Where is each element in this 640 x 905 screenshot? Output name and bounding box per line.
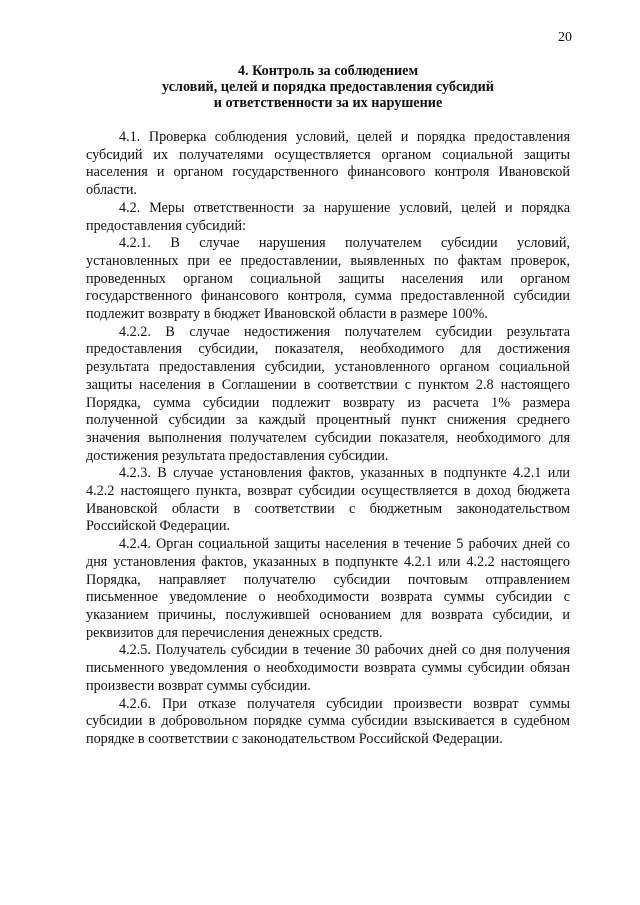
paragraph-4-2-2: 4.2.2. В случае недостижения получателем субсидии результата предоставления субсидии, показателя, необходимого для достижения результата предоставления субсидии, установленного органом социальной защиты населения в Соглашении в соответствии с пунктом 2.8 настоящего Порядка, сумма субсидии подлежит возврату из расчета 1% размера полученной субсидии за каждый процентный пункт снижения среднего значения выполнения получателем субсидии показателя, необходимого для достижения результата предоставления субсидии. <box>86 323 570 464</box>
page-number: 20 <box>558 30 572 45</box>
heading-line-1: 4. Контроль за соблюдением <box>237 63 419 79</box>
heading-line-2: условий, целей и порядка предоставления субсидий <box>162 79 494 95</box>
document-body <box>86 129 570 749</box>
paragraph-4-2-5: 4.2.5. Получатель субсидии в течение 30 рабочих дней со дня получения письменного уведомления о необходимости возврата суммы субсидии обязан произвести возврат суммы субсидии. <box>86 642 570 694</box>
paragraph-4-1: 4.1. Проверка соблюдения условий, целей и порядка предоставления субсидий их получателями осуществляется органом социальной защиты населения и органом государственного финансового контроля Ивановской области. <box>86 129 570 199</box>
paragraph-4-2-3: 4.2.3. В случае установления фактов, указанных в подпункте 4.2.1 или 4.2.2 настоящего пункта, возврат субсидии осуществляется в доход бюджета Ивановской области в соответствии с бюджетным законодательством Российской Федерации. <box>86 465 570 535</box>
paragraph-4-2-6: 4.2.6. При отказе получателя субсидии произвести возврат суммы субсидии в добровольном порядке сумма субсидии взыскивается в судебном порядке в соответствии с законодательством Российской Федерации. <box>86 695 570 747</box>
heading-line-3: и ответственности за их нарушение <box>213 95 443 111</box>
paragraph-4-2-1: 4.2.1. В случае нарушения получателем субсидии условий, установленных при ее предоставлении, выявленных по фактам проверок, проведенных органом социальной защиты населения или органом государственного финансового контроля, сумма предоставленной субсидии подлежит возврату в бюджет Ивановской области в размере 100%. <box>86 235 570 323</box>
section-heading <box>86 63 570 111</box>
paragraph-4-2-4: 4.2.4. Орган социальной защиты населения в течение 5 рабочих дней со дня установления фактов, указанных в подпункте 4.2.1 или 4.2.2 настоящего Порядка, направляет получателю субсидии почтовым отправлением письменное уведомление о необходимости возврата суммы субсидии с указанием причины, послужившей основанием для возврата субсидии, и реквизитов для перечисления денежных средств. <box>86 536 570 641</box>
paragraph-4-2: 4.2. Меры ответственности за нарушение условий, целей и порядка предоставления субсидий: <box>86 199 570 234</box>
